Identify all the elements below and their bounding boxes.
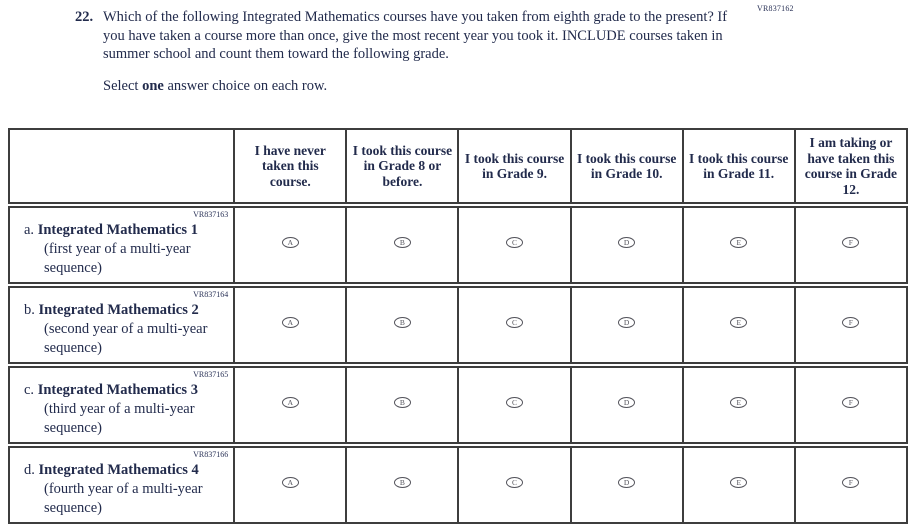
answer-cell-b2-D (571, 285, 683, 365)
row-label-cell (9, 445, 234, 523)
answer-bubble-F[interactable]: F (842, 237, 859, 248)
answer-cell-a1-F (795, 205, 907, 285)
row-label (10, 381, 233, 442)
table-row-integrated-math-1 (9, 205, 907, 285)
answer-cell-a1-C (458, 205, 570, 285)
answer-cell-c3-A (234, 365, 346, 445)
answer-cell-c3-D (571, 365, 683, 445)
instruction-suffix: answer choice on each row. (163, 77, 328, 94)
answer-cell-d4-A (234, 445, 346, 523)
answer-bubble-B[interactable]: B (394, 397, 411, 408)
answer-cell-a1-E (683, 205, 795, 285)
answer-cell-b2-F (795, 285, 907, 365)
answer-cell-d4-B (346, 445, 458, 523)
answer-bubble-A[interactable]: A (282, 237, 299, 248)
answer-cell-b2-A (234, 285, 346, 365)
answer-cell-b2-C (458, 285, 570, 365)
header-empty-cell (9, 129, 234, 205)
row-title: Integrated Mathematics 2 (38, 302, 199, 318)
answer-bubble-F[interactable]: F (842, 477, 859, 488)
answer-bubble-B[interactable]: B (394, 237, 411, 248)
question-instruction (103, 77, 730, 96)
answer-bubble-C[interactable]: C (506, 237, 523, 248)
answer-bubble-D[interactable]: D (618, 477, 635, 488)
answer-bubble-E[interactable]: E (730, 317, 747, 328)
question-block (75, 8, 730, 95)
row-letter: d. (24, 462, 35, 478)
row-letter: c. (24, 382, 35, 398)
column-header-grade11: I took this course in Grade 11. (683, 129, 795, 205)
answer-cell-a1-A (234, 205, 346, 285)
answer-bubble-C[interactable]: C (506, 317, 523, 328)
column-header-grade12: I am taking or have taken this course in Grade 12. (795, 129, 907, 205)
answer-bubble-E[interactable]: E (730, 477, 747, 488)
answer-bubble-A[interactable]: A (282, 477, 299, 488)
row-form-code: VR837166 (193, 450, 229, 459)
row-letter: a. (24, 222, 35, 238)
row-label (10, 221, 233, 282)
row-subtitle: (fourth year of a multi-year sequence) (44, 481, 203, 516)
answer-cell-d4-F (795, 445, 907, 523)
answer-bubble-E[interactable]: E (730, 397, 747, 408)
answer-bubble-C[interactable]: C (506, 477, 523, 488)
answer-bubble-D[interactable]: D (618, 397, 635, 408)
instruction-prefix: Select (103, 77, 143, 94)
table-row-integrated-math-4 (9, 445, 907, 523)
answer-cell-b2-E (683, 285, 795, 365)
table-row-integrated-math-3 (9, 365, 907, 445)
question-text: Which of the following Integrated Mathematics courses have you taken from eighth grade to the present? If you have taken a course more than once, give the most recent year you took it. INCLUDE courses taken in summer school and count them toward the following grade. (103, 9, 728, 62)
answer-cell-c3-E (683, 365, 795, 445)
row-title: Integrated Mathematics 3 (37, 382, 198, 398)
table-row-integrated-math-2 (9, 285, 907, 365)
row-letter: b. (24, 302, 35, 318)
instruction-emphasis: one (142, 77, 164, 94)
row-label (10, 301, 233, 362)
row-title: Integrated Mathematics 4 (38, 462, 199, 478)
row-label-cell (9, 285, 234, 365)
question-number: 22. (75, 9, 94, 25)
row-label (10, 461, 233, 522)
answer-cell-c3-C (458, 365, 570, 445)
answer-cell-a1-B (346, 205, 458, 285)
answer-cell-d4-D (571, 445, 683, 523)
row-label-cell (9, 205, 234, 285)
answer-bubble-A[interactable]: A (282, 397, 299, 408)
answer-cell-c3-B (346, 365, 458, 445)
header-row (9, 129, 907, 205)
answer-grid (8, 128, 908, 524)
column-header-grade9: I took this course in Grade 9. (458, 129, 570, 205)
column-header-never-taken: I have never taken this course. (234, 129, 346, 205)
row-title: Integrated Mathematics 1 (37, 222, 198, 238)
answer-cell-c3-F (795, 365, 907, 445)
answer-cell-b2-B (346, 285, 458, 365)
row-form-code: VR837165 (193, 370, 229, 379)
answer-cell-d4-C (458, 445, 570, 523)
column-header-grade10: I took this course in Grade 10. (571, 129, 683, 205)
answer-cell-d4-E (683, 445, 795, 523)
form-code: VR837162 (757, 4, 794, 13)
row-subtitle: (first year of a multi-year sequence) (44, 241, 191, 276)
row-form-code: VR837164 (193, 290, 229, 299)
row-label-cell (9, 365, 234, 445)
column-header-grade8-or-before: I took this course in Grade 8 or before. (346, 129, 458, 205)
answer-bubble-A[interactable]: A (282, 317, 299, 328)
question-body (103, 8, 730, 95)
answer-bubble-C[interactable]: C (506, 397, 523, 408)
row-form-code: VR837163 (193, 210, 229, 219)
row-subtitle: (second year of a multi-year sequence) (44, 321, 208, 356)
row-subtitle: (third year of a multi-year sequence) (44, 401, 195, 436)
answer-bubble-F[interactable]: F (842, 397, 859, 408)
answer-cell-a1-D (571, 205, 683, 285)
answer-bubble-D[interactable]: D (618, 317, 635, 328)
answer-bubble-B[interactable]: B (394, 317, 411, 328)
answer-bubble-F[interactable]: F (842, 317, 859, 328)
answer-bubble-B[interactable]: B (394, 477, 411, 488)
answer-bubble-D[interactable]: D (618, 237, 635, 248)
answer-bubble-E[interactable]: E (730, 237, 747, 248)
